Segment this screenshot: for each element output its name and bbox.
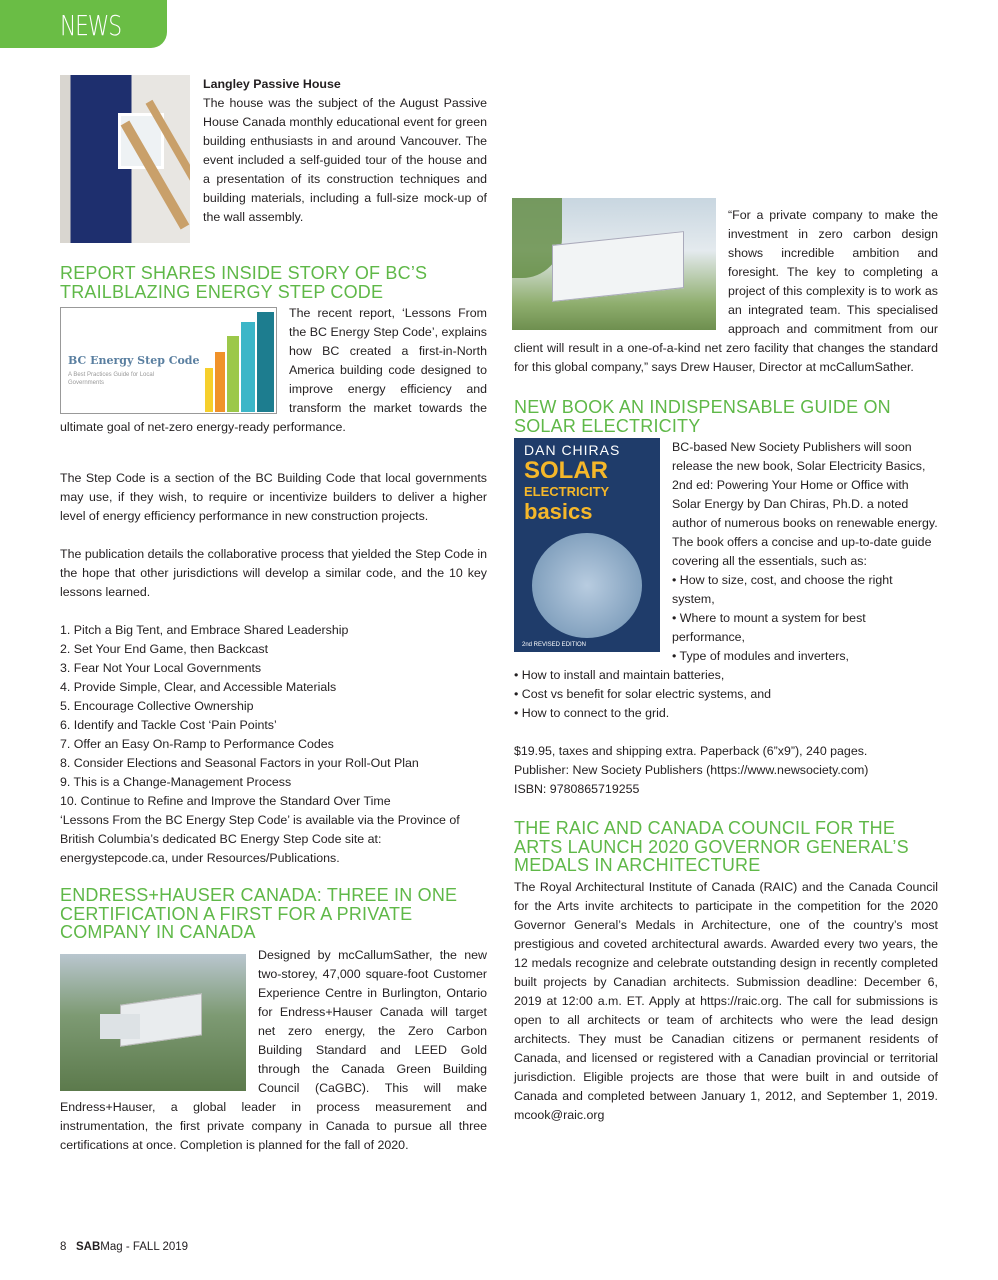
book-cover-title: SOLAR xyxy=(524,457,608,484)
langley-title: Langley Passive House xyxy=(203,77,341,91)
endress-quote: “For a private company to make the investment in zero carbon design shows incredible ambition and foresight. The key to completing a project of this complexity is to work as an integrated team. This specialised approach and commitment from our client will result in a one-of-a-kind net zero facility that changes the standard for this global company,” says Drew Hauser, Director at mcCallumSather. xyxy=(514,208,938,374)
page-number: 8 xyxy=(60,1241,67,1253)
endress-building-rendering xyxy=(60,954,246,1091)
langley-house-photo xyxy=(60,75,190,243)
report-cover-subtitle: A Best Practices Guide for Local Governments xyxy=(68,372,155,386)
stepcode-closing: ‘Lessons From the BC Energy Step Code’ is available via the Province of British Columbia’s dedicated BC Energy Step Code site at: energystepcode.ca, under Resources/Publications. xyxy=(60,813,460,865)
langley-body: The house was the subject of the August Passive House Canada monthly educational event for green building enthusiasts in and around Vancouver. The event included a self-guided tour of the house and a presentation of its construction techniques and building materials, including a full-size mock-up of the wall assembly. xyxy=(203,96,487,224)
book-cover-edition: 2nd REVISED EDITION xyxy=(522,642,587,648)
book-price: $19.95, taxes and shipping extra. Paperback (6”x9”), 240 pages. xyxy=(514,744,868,758)
stepcode-report-cover xyxy=(60,307,277,414)
book-cover-title-3: basics xyxy=(524,499,593,524)
bullet-item: • How to size, cost, and choose the right system, xyxy=(672,573,893,606)
raic-heading: THE RAIC AND CANADA COUNCIL FOR THE ARTS LAUNCH 2020 GOVERNOR GENERAL’S MEDALS IN ARCHITECTURE xyxy=(514,818,909,875)
bullet-item: • How to install and maintain batteries, xyxy=(514,668,725,682)
stepcode-intro: The recent report, ‘Lessons From the BC Energy Step Code’, explains how BC created a first-in-North America building code designed to improve energy efficiency and transform the market towards the ultimate goal of net-zero energy-ready performance. xyxy=(60,306,487,434)
lesson-item: 6. Identify and Tackle Cost ‘Pain Points’ xyxy=(60,718,277,732)
page-footer xyxy=(60,1241,188,1253)
book-cover-title-2: ELECTRICITY xyxy=(524,484,610,499)
lessons-list xyxy=(60,621,487,811)
lesson-item: 10. Continue to Refine and Improve the Standard Over Time xyxy=(60,794,391,808)
magazine-brand: SAB xyxy=(76,1241,101,1253)
stepcode-para1: The Step Code is a section of the BC Building Code that local governments may use, if they wish, to require or incentivize builders to deliver a higher level of energy efficiency performance in new construction projects. xyxy=(60,471,487,523)
lesson-item: 1. Pitch a Big Tent, and Embrace Shared Leadership xyxy=(60,623,349,637)
lesson-item: 9. This is a Change-Management Process xyxy=(60,775,292,789)
book-cover xyxy=(514,438,660,652)
bullet-item: • How to connect to the grid. xyxy=(514,706,670,720)
langley-article xyxy=(60,75,487,227)
stepcode-para2: The publication details the collaborative process that yielded the Step Code in the hope that other jurisdictions will develop a similar code, and the 10 key lessons learned. xyxy=(60,547,487,599)
section-tab-label: NEWS xyxy=(60,9,121,42)
endress-heading: ENDRESS+HAUSER CANADA: THREE IN ONE CERTIFICATION A FIRST FOR A PRIVATE COMPANY IN CANADA xyxy=(60,885,458,942)
left-column xyxy=(60,75,487,1155)
issue-label: Mag - FALL 2019 xyxy=(100,1241,189,1253)
lesson-item: 4. Provide Simple, Clear, and Accessible Materials xyxy=(60,680,337,694)
lesson-item: 2. Set Your End Game, then Backcast xyxy=(60,642,269,656)
endress-body: Designed by mcCallumSather, the new two-storey, 47,000 square-foot Customer Experience Centre in Burlington, Ontario for Endress+Hauser Canada will target net zero energy, the Zero Carbon Building Standard and LEED Gold through the Canada Green Building Council (CaGBC). This will make Endress+Hauser, a global leader in process measurement and instrumentation, the first private company in Canada to pursue all three certifications at once. Completion is planned for the fall of 2020. xyxy=(60,947,487,1152)
lesson-item: 8. Consider Elections and Seasonal Factors in your Roll-Out Plan xyxy=(60,756,419,770)
raic-body: The Royal Architectural Institute of Canada (RAIC) and the Canada Council for the Arts invite architects to participate in the competition for the 2020 Governor General’s Medals in Architecture, one of the country’s most prestigious and coveted architectural awards. Awarded every two years, the 12 medals recognize and celebrate outstanding design in recently completed built projects by Canadian architects. Submission deadline: December 6, 2019 at 12:00 a.m. ET. Apply at https://raic.org. The call for submissions is open to all architects or team of architects who were the lead design architects. They must be Canadian citizens or permanent residents of Canada, and licensed or registered with a Canadian provincial or territorial jurisdiction. Eligible projects are those that were built in and outside of Canada and completed between January 1, 2012, and September 1, 2019. mcook@raic.org xyxy=(514,879,938,1122)
stepcode-heading: REPORT SHARES INSIDE STORY OF BC’S TRAILBLAZING ENERGY STEP CODE xyxy=(60,263,428,302)
book-publisher: Publisher: New Society Publishers (https://www.newsociety.com) xyxy=(514,763,869,777)
book-heading: NEW BOOK AN INDISPENSABLE GUIDE ON SOLAR ELECTRICITY xyxy=(514,397,891,436)
report-cover-title: BC Energy Step Code xyxy=(68,354,200,367)
book-isbn: ISBN: 9780865719255 xyxy=(514,782,640,796)
lesson-item: 3. Fear Not Your Local Governments xyxy=(60,661,262,675)
lesson-item: 7. Offer an Easy On-Ramp to Performance Codes xyxy=(60,737,334,751)
book-cover-author: DAN CHIRAS xyxy=(524,442,621,458)
section-tab xyxy=(0,0,167,48)
bullet-item: • Cost vs benefit for solar electric systems, and xyxy=(514,687,772,701)
bullet-item: • Where to mount a system for best performance, xyxy=(672,611,866,644)
endress-building-photo xyxy=(512,198,716,330)
bullet-item: • Type of modules and inverters, xyxy=(672,649,849,663)
right-column xyxy=(514,206,938,1125)
lesson-item: 5. Encourage Collective Ownership xyxy=(60,699,254,713)
book-body: BC-based New Society Publishers will soon release the new book, Solar Electricity Basics, 2nd ed: Powering Your Home or Office with Solar Energy by Dan Chiras, Ph.D. a noted author of numerous books on renewable energy. The book offers a concise and up-to-date guide covering all the essentials, such as: xyxy=(672,440,938,568)
